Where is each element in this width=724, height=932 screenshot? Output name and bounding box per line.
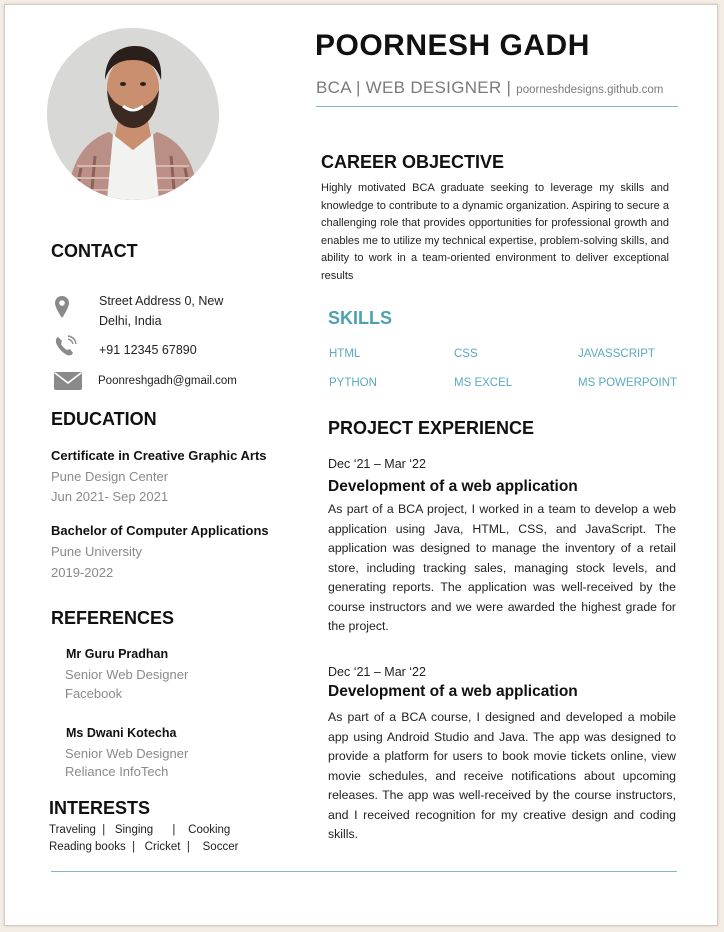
project-experience-heading: PROJECT EXPERIENCE — [328, 418, 535, 438]
education-degree: Bachelor of Computer Applications — [51, 523, 269, 538]
interests-line: Reading books | Cricket | Soccer — [49, 841, 239, 853]
education-school: Pune University — [51, 544, 143, 559]
candidate-name: POORNESH GADH — [315, 29, 590, 62]
project-date: Dec ‘21 – Mar ‘22 — [328, 665, 426, 679]
address-text — [99, 291, 223, 331]
email-address[interactable]: Poonreshgadh@gmail.com — [98, 375, 237, 387]
reference-company: Facebook — [65, 686, 123, 701]
skills-heading: SKILLS — [328, 308, 393, 328]
location-pin-icon — [55, 296, 69, 318]
interests-heading: INTERESTS — [49, 798, 151, 818]
skill-item: MS EXCEL — [454, 377, 513, 389]
skill-item: JAVASSCRIPT — [578, 348, 655, 360]
interests-line: Traveling | Singing | Cooking — [49, 824, 231, 836]
reference-role: Senior Web Designer — [65, 746, 189, 761]
project-date: Dec ‘21 – Mar ‘22 — [328, 457, 426, 471]
footer-divider — [51, 871, 677, 872]
education-years: 2019-2022 — [51, 565, 114, 580]
skill-item: PYTHON — [329, 377, 377, 389]
phone-icon — [54, 335, 78, 357]
references-heading: REFERENCES — [51, 608, 175, 628]
header-divider — [316, 106, 678, 107]
profile-photo-illustration — [47, 28, 219, 200]
education-heading: EDUCATION — [51, 409, 157, 429]
contact-heading: CONTACT — [51, 241, 138, 261]
education-degree: Certificate in Creative Graphic Arts — [51, 448, 267, 463]
project-title: Development of a web application — [328, 478, 578, 495]
project-description: As part of a BCA course, I designed and developed a mobile app using Android Studio and Java. The app was designed to provide a platform for users to book movie tickets online, view movie schedules, and receive notifications about upcoming releases. The app was well-received by the course instructors, and I received recognition for my creative design and coding skills. — [328, 710, 676, 841]
profile-photo — [47, 28, 219, 200]
address-line-2: Delhi, India — [99, 314, 162, 328]
reference-role: Senior Web Designer — [65, 667, 189, 682]
education-years: Jun 2021- Sep 2021 — [51, 489, 169, 504]
skill-item: CSS — [454, 348, 478, 360]
email-icon — [54, 372, 82, 390]
website-link[interactable]: poorneshdesigns.github.com — [516, 84, 664, 96]
career-objective-heading: CAREER OBJECTIVE — [321, 152, 505, 172]
reference-name: Ms Dwani Kotecha — [66, 726, 177, 740]
education-school: Pune Design Center — [51, 469, 169, 484]
reference-name: Mr Guru Pradhan — [66, 647, 169, 661]
job-subtitle — [316, 78, 663, 98]
project-description: As part of a BCA project, I worked in a team to develop a web application using Java, HTML, CSS, and JavaScript. The application was designed to manage the inventory of a retail store, including tracking sales, managing stock levels, and generating reports. The application was well-received by the course instructors and we were awarded the highest grade for the project. — [328, 502, 676, 633]
career-objective-text: Highly motivated BCA graduate seeking to leverage my skills and knowledge to contribute to a dynamic organization. Aspiring to secure a challenging role that provides opportunities for professional growth and enables me to utilize my technical expertise, problem-solving skills, and ability to work in a team-oriented environment to deliver exceptional results — [321, 182, 669, 282]
resume-page — [4, 4, 718, 926]
skill-item: HTML — [329, 348, 361, 360]
address-line-1: Street Address 0, New — [99, 294, 224, 308]
reference-company: Reliance InfoTech — [65, 764, 169, 779]
skill-item: MS POWERPOINT — [578, 377, 678, 389]
phone-number[interactable]: +91 12345 67890 — [99, 343, 197, 357]
degree-and-role: BCA | WEB DESIGNER | — [316, 78, 512, 97]
project-title: Development of a web application — [328, 683, 578, 700]
